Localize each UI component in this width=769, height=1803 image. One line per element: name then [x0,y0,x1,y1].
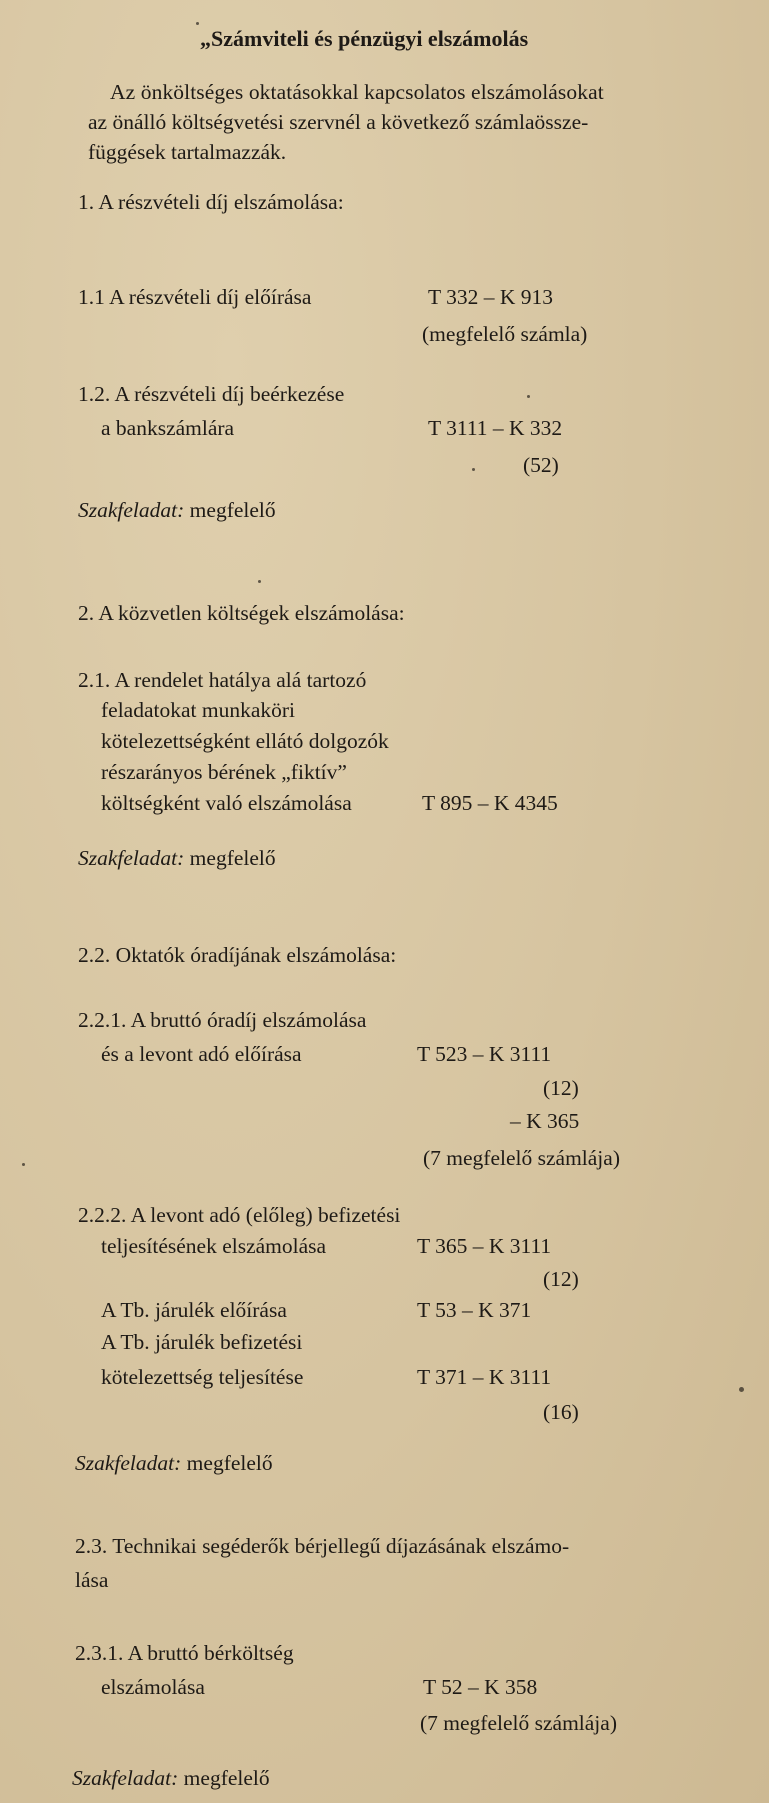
tb-payment-entry: T 371 – K 3111 [417,1365,552,1389]
item-2-1-line-5: költségként való elszámolása [101,791,352,815]
item-2-1-line-1: 2.1. A rendelet hatálya alá tartozó [78,668,367,692]
szakfeladat-2 [78,848,276,870]
intro-line-1: Az önköltséges oktatásokkal kapcsolatos elszámolásokat [110,80,604,104]
paper-speck [258,580,261,583]
szakfeladat-label: Szakfeladat: [78,498,185,522]
item-2-2-heading: 2.2. Oktatók óradíjának elszámolása: [78,943,397,967]
item-2-3-1-label-line-2: elszámolása [101,1675,205,1699]
paper-speck [527,395,530,398]
item-1-1-note: (megfelelő számla) [422,322,588,346]
intro-line-3: függések tartalmazzák. [88,140,287,164]
szakfeladat-label: Szakfeladat: [72,1766,179,1790]
item-2-2-1-label-line-1: 2.2.1. A bruttó óradíj elszámolása [78,1008,367,1032]
szakfeladat-value: megfelelő [189,498,276,522]
item-1-2-entry: T 3111 – K 332 [428,416,563,440]
item-1-2-label-line-1: 1.2. A részvételi díj beérkezése [78,382,345,406]
tb-contribution-label: A Tb. járulék előírása [101,1298,287,1322]
item-2-2-1-note-1: (12) [543,1076,579,1100]
item-2-2-1-entry-2: – K 365 [510,1109,580,1133]
item-2-1-entry: T 895 – K 4345 [422,791,558,815]
szakfeladat-1 [78,500,276,522]
intro-line-2: az önálló költségvetési szervnél a következő számlaössze- [88,110,589,134]
szakfeladat-value: megfelelő [183,1766,270,1790]
item-2-2-1-note-2: (7 megfelelő számlája) [423,1146,620,1170]
section-2-heading: 2. A közvetlen költségek elszámolása: [78,601,405,625]
item-1-2-note: (52) [523,453,559,477]
paper-speck [196,22,199,25]
item-2-2-1-label-line-2: és a levont adó előírása [101,1042,302,1066]
item-2-3-1-note: (7 megfelelő számlája) [420,1711,617,1735]
szakfeladat-4 [72,1768,270,1790]
item-2-3-1-entry: T 52 – K 358 [423,1675,538,1699]
paper-speck [739,1387,744,1392]
szakfeladat-label: Szakfeladat: [75,1451,182,1475]
paper-speck [22,1163,25,1166]
szakfeladat-value: megfelelő [186,1451,273,1475]
szakfeladat-3 [75,1453,273,1475]
item-2-1-line-2: feladatokat munkaköri [101,698,296,722]
item-2-1-line-3: kötelezettségként ellátó dolgozók [101,729,389,753]
item-2-2-1-entry: T 523 – K 3111 [417,1042,552,1066]
tb-payment-label-line-1: A Tb. járulék befizetési [101,1330,303,1354]
tb-payment-label-line-2: kötelezettség teljesítése [101,1365,304,1389]
page-title: „Számviteli és pénzügyi elszámolás [200,26,529,51]
tb-contribution-entry: T 53 – K 371 [417,1298,532,1322]
item-2-3-1-label-line-1: 2.3.1. A bruttó bérköltség [75,1641,294,1665]
szakfeladat-label: Szakfeladat: [78,846,185,870]
section-1-heading: 1. A részvételi díj elszámolása: [78,190,344,214]
szakfeladat-value: megfelelő [189,846,276,870]
item-2-2-2-note: (12) [543,1267,579,1291]
item-2-1-line-4: részarányos bérének „fiktív” [101,760,347,784]
item-2-2-2-label-line-2: teljesítésének elszámolása [101,1234,327,1258]
item-2-2-2-label-line-1: 2.2.2. A levont adó (előleg) befizetési [78,1203,401,1227]
paper-speck [472,468,475,471]
item-1-2-label-line-2: a bankszámlára [101,416,235,440]
item-2-3-heading-line-1: 2.3. Technikai segéderők bérjellegű díjazásának elszámo- [75,1534,570,1558]
item-2-3-heading-line-2: lása [75,1568,109,1592]
tb-payment-note: (16) [543,1400,579,1424]
item-2-2-2-entry: T 365 – K 3111 [417,1234,552,1258]
item-1-1-label: 1.1 A részvételi díj előírása [78,285,312,309]
item-1-1-entry: T 332 – K 913 [428,285,554,309]
